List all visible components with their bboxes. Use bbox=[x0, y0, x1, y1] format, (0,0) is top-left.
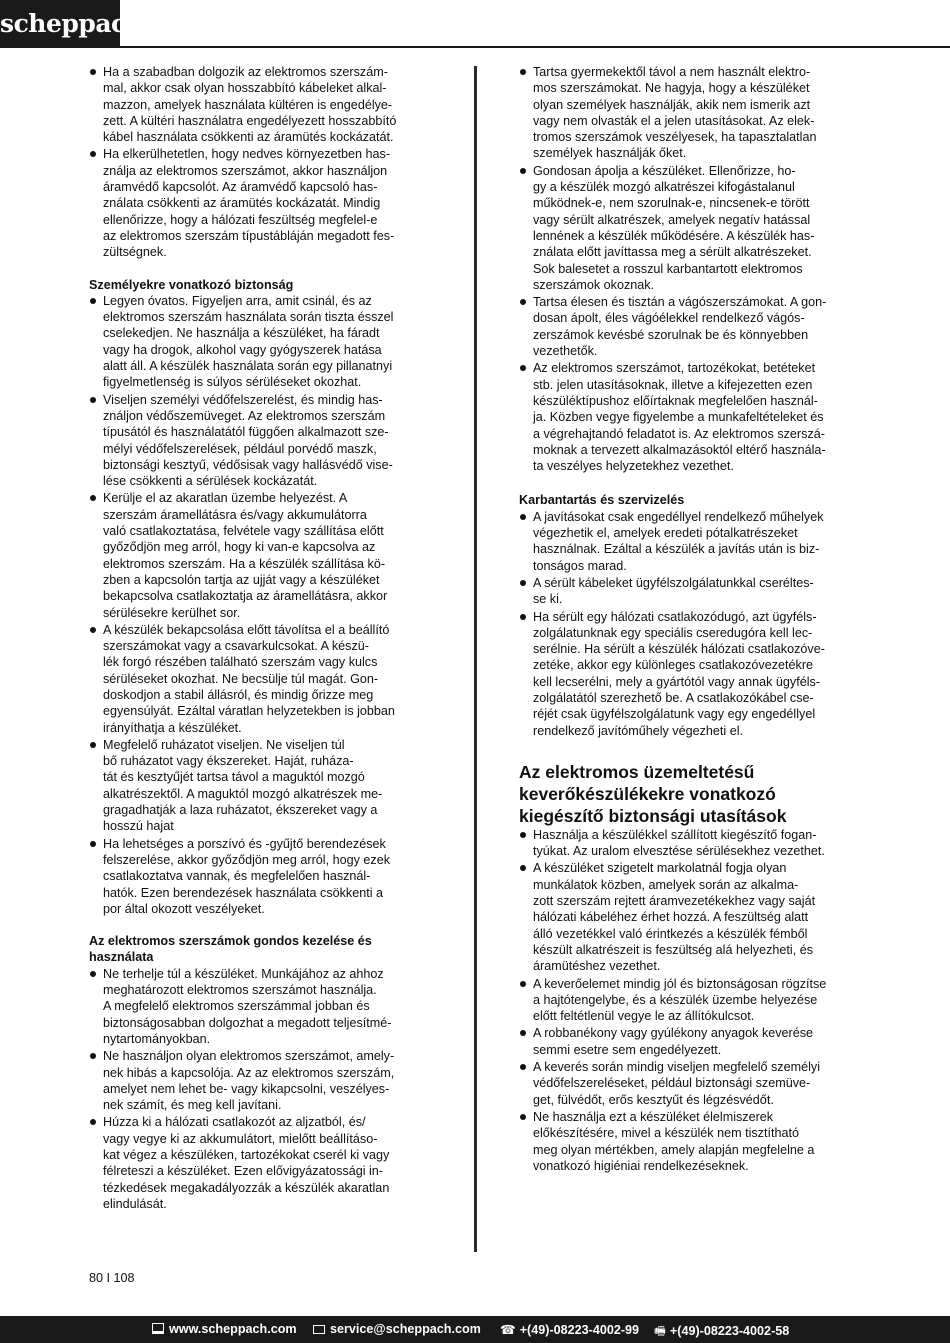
website-text: www.scheppach.com bbox=[169, 1322, 297, 1336]
list-item: Ne terhelje túl a készüléket. Munkájához az ahhoz meghatározott elektromos szerszámot használja. A megfelelő elektromos szerszámmal jobban és biztonságosabban dolgozhat a megadott teljesítmé- nytartományokban. bbox=[89, 966, 439, 1047]
list-item: A keverés során mindig viseljen megfelelő személyi védőfelszereléseket, például biztonsági szemüve- get, fülvédőt, erős kesztyűt és légzésvédőt. bbox=[519, 1059, 864, 1108]
list-item: Használja a készülékkel szállított kiegészítő fogan- tyúkat. Az uralom elvesztése sérülésekhez vezethet. bbox=[519, 827, 864, 860]
list-item: Húzza ki a hálózati csatlakozót az aljzatból, és/ vagy vegye ki az akkumulátort, mielőtt beállításo- kat végez a készüléken, tartozékokat cserél ki vagy félreteszi a készüléket. Ezen elővigyázatossági in- tézkedések megakadályozzák a készülék akaratlan elindulását. bbox=[89, 1114, 439, 1212]
list-item: A javításokat csak engedéllyel rendelkező műhelyek végezhetik el, amelyek eredeti pótalkatrészeket használnak. Ezáltal a készülék a javítás után is biz- tonságos marad. bbox=[519, 509, 864, 574]
footer-bar bbox=[0, 1316, 950, 1343]
left-list-2 bbox=[89, 293, 439, 917]
email-text: service@scheppach.com bbox=[330, 1322, 481, 1336]
section-heading-tool-care: Az elektromos szerszámok gondos kezelése és használata bbox=[89, 934, 372, 965]
list-item: Megfelelő ruházatot viseljen. Ne viseljen túl bő ruházatot vagy ékszereket. Haját, ruháza- tát és kesztyűjét tartsa távol a maguktól mozgó alkatrészektől. A maguktól mozgó alkatrészek me- gragadhatják a laza ruházatot, ékszereket vagy a hosszú hajat bbox=[89, 737, 439, 835]
right-list-1 bbox=[519, 64, 864, 474]
list-item: A keverőelemet mindig jól és biztonságosan rögzítse a hajtótengelybe, és a készülék üzembe helyezése előtt feltétlenül vegye le az állítókulcsot. bbox=[519, 976, 864, 1025]
left-list-3 bbox=[89, 966, 439, 1212]
envelope-icon bbox=[313, 1325, 325, 1334]
page-number: 80 I 108 bbox=[89, 1271, 135, 1285]
footer-email[interactable] bbox=[313, 1322, 481, 1336]
column-divider bbox=[474, 66, 477, 1252]
list-item: Ha elkerülhetetlen, hogy nedves környezetben has- ználja az elektromos szerszámot, akkor használjon áramvédő kapcsolót. Az áramvédő kapcsoló has- ználata csökkenti az áramütés kockázatát. Mindig ellenőrizze, hogy a hálózati feszültség megfelel-e az elektromos szerszám típustábláján megadott fes- zültségnek. bbox=[89, 146, 439, 260]
list-item: Ne használja ezt a készüléket élelmiszerek előkészítésére, mivel a készülék nem tisztítható meg olyan mértékben, amely alapján megfelelne a vonatkozó higiéniai rendelkezéseknek. bbox=[519, 1109, 864, 1174]
list-item: A készülék bekapcsolása előtt távolítsa el a beállító szerszámokat vagy a csavarkulcsokat. A készü- lék forgó részében található szerszám vagy kulcs sérüléseket okozhat. Ne becsülje túl magát. Gon- doskodjon a stabil állásról, és mindig őrizze meg egyensúlyát. Ezáltal váratlan helyzetekben is jobban irányíthatja a készüléket. bbox=[89, 622, 439, 736]
section-heading-mixer-safety: Az elektromos üzemeltetésű keverőkészülékekre vonatkozó kiegészítő biztonsági utasítások bbox=[519, 761, 787, 826]
section-heading-personal-safety: Személyekre vonatkozó biztonság bbox=[89, 277, 294, 292]
phone-text: +(49)-08223-4002-99 bbox=[519, 1323, 640, 1337]
footer-phone bbox=[500, 1322, 639, 1337]
list-item: Ne használjon olyan elektromos szerszámot, amely- nek hibás a kapcsolója. Az az elektromos szerszám, amelyet nem lehet be- vagy kikapcsolni, veszélyes- nek számít, és meg kell javítani. bbox=[89, 1048, 439, 1113]
list-item: Ha lehetséges a porszívó és -gyűjtő berendezések felszerelése, akkor győződjön meg arról, hogy ezek csatlakoztatva vannak, és megfelelően használ- hatók. Ezen berendezések használata csökkenti a por által okozott veszélyeket. bbox=[89, 836, 439, 917]
section-heading-maintenance: Karbantartás és szervizelés bbox=[519, 493, 685, 508]
list-item: Az elektromos szerszámot, tartozékokat, betéteket stb. jelen utasításoknak, illetve a kifejezetten ezen készüléktípushoz előírtaknak megfelelően használ- ja. Közben vegye figyelembe a munkafeltételeket és a végrehajtandó feladatot is. Az elektromos szerszá- moknak a tervezett alkalmazásoktól eltérő használa- ta veszélyes helyzetekhez vezethet. bbox=[519, 360, 864, 474]
header-rule bbox=[120, 0, 950, 48]
brand-logo: scheppach bbox=[0, 0, 120, 48]
list-item: Legyen óvatos. Figyeljen arra, amit csinál, és az elektromos szerszám használata során tiszta ésszel cselekedjen. Ne használja a készüléket, ha fáradt vagy ha drogok, alkohol vagy gyógyszerek hatása alatt áll. A készülék használata során egy pillanatnyi figyelmetlenség is súlyos sérüléseket okozhat. bbox=[89, 293, 439, 391]
list-item: Ha sérült egy hálózati csatlakozódugó, azt ügyféls- zolgálatunknak egy speciális cseredugóra kell lec- serélnie. Ha sérült a készülék hálózati csatlakozóve- zetéke, akkor egy különleges csatlakozóvezetékre kell lecserélni, mely a gyártótól vagy annak ügyféls- zolgálatától szerezhető be. A csatlakozókábel cse- réjét csak ügyfélszolgálatunk vagy egy engedéllyel rendelkező javítóműhely végezheti el. bbox=[519, 609, 864, 739]
list-item: Ha a szabadban dolgozik az elektromos szerszám- mal, akkor csak olyan hosszabbító kábeleket alkal- mazzon, amelyek használata kültéren is engedélye- zett. A kültéri használatra engedélyezett hosszabbító kábel használata csökkenti az áramütés kockázatát. bbox=[89, 64, 439, 145]
footer-website[interactable] bbox=[152, 1322, 297, 1336]
list-item: A sérült kábeleket ügyfélszolgálatunkkal cseréltes- se ki. bbox=[519, 575, 864, 608]
list-item: A készüléket szigetelt markolatnál fogja olyan munkálatok közben, amelyek során az alkalma- zott szerszám rejtett áramvezetékekhez vagy saját hálózati kábeléhez érhet hozzá. A feszültség alatt álló vezetékkel való érintkezés a készülék fémből készült alkatrészeit is feszültség alá helyezheti, és áramütéshez vezethet. bbox=[519, 860, 864, 974]
left-list-1 bbox=[89, 64, 439, 261]
list-item: Tartsa élesen és tisztán a vágószerszámokat. A gon- dosan ápolt, éles vágóélekkel rendelkező vágós- zerszámok kevésbé szorulnak be és könnyebben vezethetők. bbox=[519, 294, 864, 359]
list-item: Gondosan ápolja a készüléket. Ellenőrizze, ho- gy a készülék mozgó alkatrészei kifogástalanul működnek-e, nem szorulnak-e, nincsenek-e törött vagy sérült alkatrészek, amelyek negatív hatással lennének a készülék működésére. A készülék has- ználata előtt javíttassa meg a sérült alkatrészeket. Sok balesetet a rosszul karbantartott elektromos szerszámok okoznak. bbox=[519, 163, 864, 293]
right-column bbox=[519, 64, 864, 1175]
phone-icon: ☎ bbox=[500, 1323, 516, 1337]
list-item: Viseljen személyi védőfelszerelést, és mindig has- ználjon védőszemüveget. Az elektromos szerszám típusától és használatától függően alkalmazott sze- mélyi védőfelszerelések, például porvédő maszk, biztonsági kesztyű, védősisak vagy hallásvédő vise- lése csökkenti a sérülések kockázatát. bbox=[89, 392, 439, 490]
monitor-icon bbox=[152, 1323, 164, 1334]
footer-fax bbox=[654, 1322, 789, 1343]
list-item: A robbanékony vagy gyúlékony anyagok keverése semmi esetre sem engedélyezett. bbox=[519, 1025, 864, 1058]
list-item: Kerülje el az akaratlan üzembe helyezést. A szerszám áramellátásra és/vagy akkumulátorra való csatlakoztatása, felvétele vagy szállítása előtt győződjön meg arról, hogy ki van-e kapcsolva az elektromos szerszám. Ha a készülék szállítása kö- zben a kapcsolón tartja az ujját vagy a készüléket bekapcsolva csatlakoztatja az áramellátásra, akkor sérülésekre kerülhet sor. bbox=[89, 490, 439, 620]
list-item: Tartsa gyermekektől távol a nem használt elektro- mos szerszámokat. Ne hagyja, hogy a készüléket olyan személyek használják, akik nem ismerik azt vagy nem olvasták el a jelen utasításokat. Az elek- tromos szerszámok veszélyesek, ha tapasztalatlan személyek használják őket. bbox=[519, 64, 864, 162]
left-column bbox=[89, 64, 439, 1213]
fax-text: +(49)-08223-4002-58 bbox=[669, 1324, 790, 1338]
right-list-3 bbox=[519, 827, 864, 1174]
fax-icon: 🖷 bbox=[654, 1324, 666, 1338]
right-list-2 bbox=[519, 509, 864, 739]
